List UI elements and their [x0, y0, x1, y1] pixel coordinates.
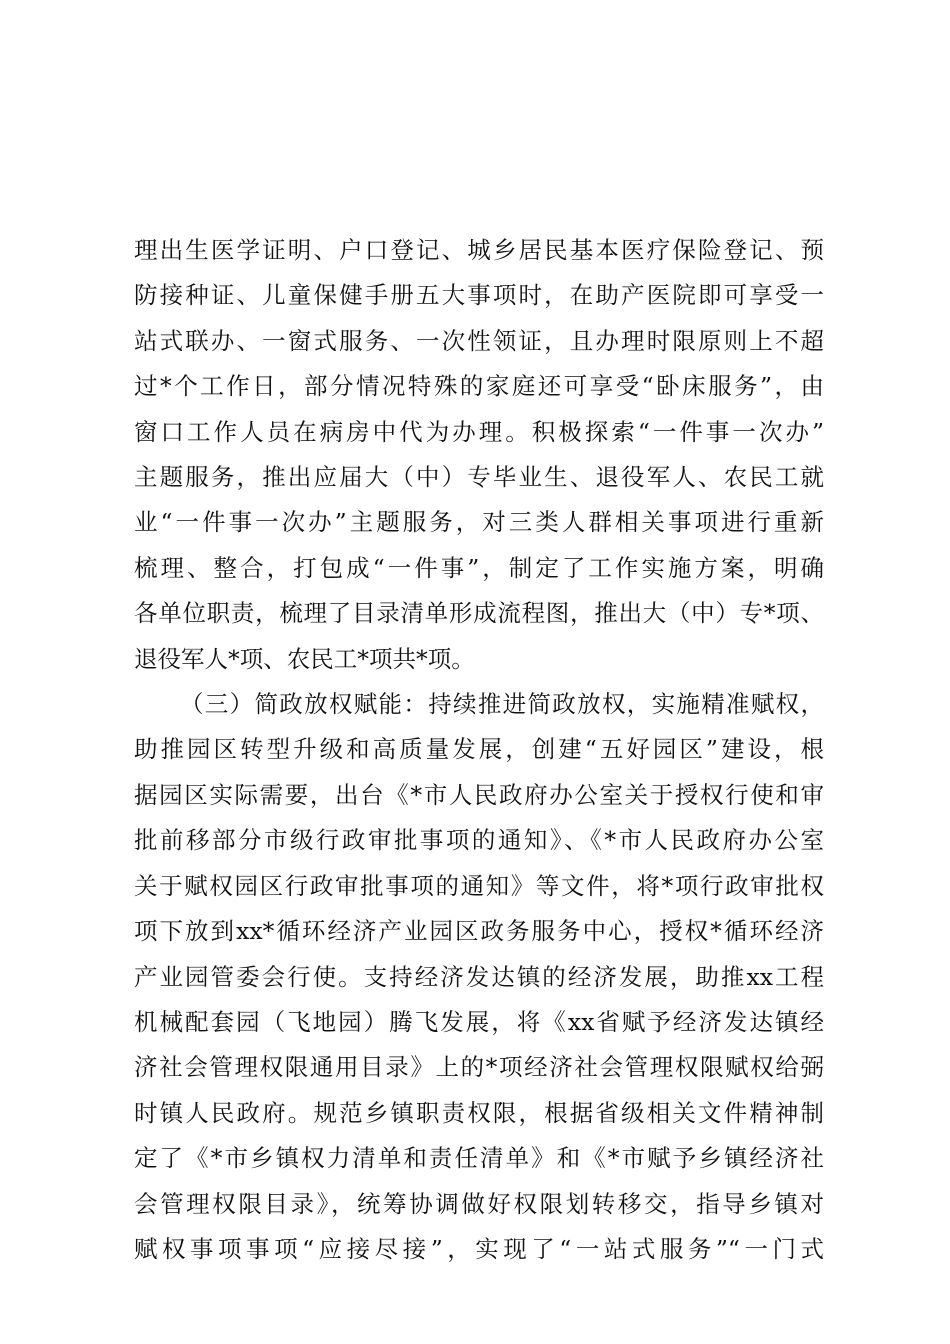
- paragraph-1-line-5: 窗口工作人员在病房中代为办理。积极探索“一件事一次办”: [134, 418, 824, 446]
- paragraph-1-line-1: 理出生医学证明、户口登记、城乡居民基本医疗保险登记、预: [134, 236, 824, 264]
- paragraph-2-line-6: 项下放到xx*循环经济产业园区政务服务中心，授权*循环经济: [134, 917, 824, 945]
- paragraph-2-line-12: 会管理权限目录》，统筹协调做好权限划转移交，指导乡镇对: [134, 1190, 824, 1218]
- paragraph-1-line-6: 主题服务，推出应届大（中）专毕业生、退役军人、农民工就: [134, 463, 824, 491]
- paragraph-2-line-5: 关于赋权园区行政审批事项的通知》等文件，将*项行政审批权: [134, 872, 824, 900]
- paragraph-2-line-1: （三）简政放权赋能：持续推进简政放权，实施精准赋权，: [180, 690, 824, 718]
- paragraph-1-line-8: 梳理、整合，打包成“一件事”，制定了工作实施方案，明确: [134, 554, 824, 582]
- paragraph-1-line-7: 业“一件事一次办”主题服务，对三类人群相关事项进行重新: [134, 508, 824, 536]
- paragraph-1-line-4: 过*个工作日，部分情况特殊的家庭还可享受“卧床服务”，由: [134, 372, 824, 400]
- paragraph-2-line-3: 据园区实际需要，出台《*市人民政府办公室关于授权行使和审: [134, 781, 824, 809]
- paragraph-2-line-8: 机械配套园（飞地园）腾飞发展，将《xx省赋予经济发达镇经: [134, 1008, 824, 1036]
- paragraph-2-line-7: 产业园管委会行使。支持经济发达镇的经济发展，助推xx工程: [134, 963, 824, 991]
- paragraph-2-line-10: 时镇人民政府。规范乡镇职责权限，根据省级相关文件精神制: [134, 1099, 824, 1127]
- paragraph-1-line-3: 站式联办、一窗式服务、一次性领证，且办理时限原则上不超: [134, 327, 824, 355]
- paragraph-2-line-11: 定了《*市乡镇权力清单和责任清单》和《*市赋予乡镇经济社: [134, 1144, 824, 1172]
- paragraph-2-line-2: 助推园区转型升级和高质量发展，创建“五好园区”建设，根: [134, 735, 824, 763]
- paragraph-2-line-13: 赋权事项事项“应接尽接”，实现了“一站式服务”“一门式: [134, 1235, 824, 1263]
- paragraph-1-line-10: 退役军人*项、农民工*项共*项。: [134, 645, 475, 673]
- paragraph-2-line-4: 批前移部分市级行政审批事项的通知》、《*市人民政府办公室: [134, 826, 824, 854]
- paragraph-1-line-9: 各单位职责，梳理了目录清单形成流程图，推出大（中）专*项、: [134, 599, 824, 627]
- paragraph-2-line-9: 济社会管理权限通用目录》上的*项经济社会管理权限赋权给弼: [134, 1053, 824, 1081]
- paragraph-1-line-2: 防接种证、儿童保健手册五大事项时，在助产医院即可享受一: [134, 281, 824, 309]
